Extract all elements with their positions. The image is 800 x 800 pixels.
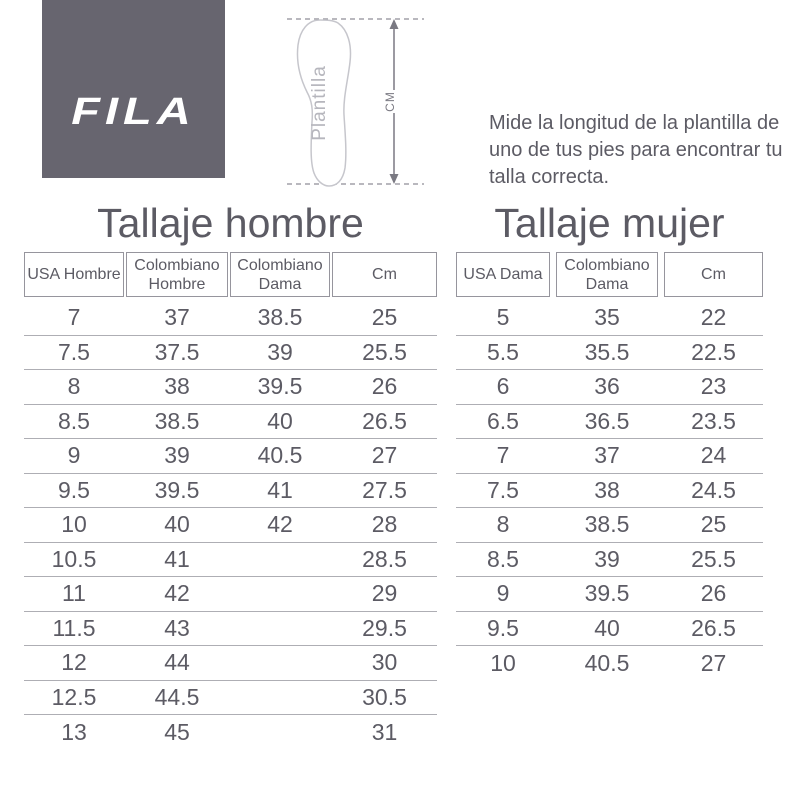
- table-cell: 39.5: [154, 476, 200, 503]
- men-table-title: Tallaje hombre: [97, 200, 364, 246]
- table-cell: 30: [371, 649, 398, 676]
- table-row: [456, 370, 763, 405]
- table-cell: 25: [700, 511, 727, 538]
- table-cell: 29: [371, 580, 398, 607]
- column-header: Colombiano Dama: [556, 252, 658, 297]
- column-header: USA Dama: [456, 252, 550, 297]
- arrow-head-up-icon: [390, 19, 399, 29]
- table-cell: 27.5: [362, 476, 407, 503]
- table-cell: 23: [700, 373, 727, 400]
- arrow-head-down-icon: [390, 174, 399, 184]
- table-cell: 42: [267, 511, 293, 538]
- table-cell: 5.5: [487, 338, 519, 365]
- table-cell: 22.5: [691, 338, 736, 365]
- insole-diagram-svg: [280, 0, 430, 200]
- table-cell: 26: [700, 580, 727, 607]
- table-row: [24, 508, 437, 543]
- table-cell: 37.5: [154, 338, 200, 365]
- table-cell: 39: [267, 338, 293, 365]
- table-cell: 26.5: [691, 614, 736, 641]
- table-cell: 40.5: [257, 442, 303, 469]
- table-cell: 31: [371, 718, 398, 745]
- table-row: [24, 715, 437, 750]
- table-cell: 39: [164, 442, 190, 469]
- table-cell: 37: [164, 304, 190, 331]
- table-cell: 45: [164, 718, 190, 745]
- table-cell: 23.5: [691, 407, 736, 434]
- table-row: [456, 405, 763, 440]
- table-cell: 38: [594, 476, 620, 503]
- table-cell: 6: [496, 373, 510, 400]
- table-cell: 9: [496, 580, 510, 607]
- table-cell: 39.5: [257, 373, 303, 400]
- table-cell: 22: [700, 304, 727, 331]
- table-cell: 29.5: [362, 614, 407, 641]
- table-row: [456, 577, 763, 612]
- women-size-table: [456, 252, 763, 681]
- table-cell: 26.5: [362, 407, 407, 434]
- table-cell: 35.5: [584, 338, 630, 365]
- table-cell: 10: [490, 649, 516, 676]
- table-cell: 25.5: [691, 545, 736, 572]
- table-cell: 43: [164, 614, 190, 641]
- men-size-table: [24, 252, 437, 750]
- table-row: [24, 612, 437, 647]
- table-row: [24, 681, 437, 716]
- table-cell: 39: [594, 545, 620, 572]
- insole-label: Plantilla: [309, 65, 330, 141]
- table-row: [456, 474, 763, 509]
- fila-logo: FILA: [71, 89, 196, 132]
- women-table-header-row: [456, 252, 763, 297]
- table-cell: 9.5: [58, 476, 90, 503]
- table-cell: 24.5: [691, 476, 736, 503]
- table-row: [456, 439, 763, 474]
- table-cell: 39.5: [584, 580, 630, 607]
- table-cell: 11.5: [52, 614, 96, 641]
- table-cell: 8: [67, 373, 81, 400]
- women-table-title: Tallaje mujer: [494, 200, 725, 246]
- table-cell: 44: [164, 649, 190, 676]
- table-cell: 40.5: [584, 649, 630, 676]
- table-cell: 7: [496, 442, 510, 469]
- table-row: [456, 301, 763, 336]
- table-row: [456, 646, 763, 681]
- table-cell: 28: [371, 511, 398, 538]
- table-cell: 8.5: [58, 407, 90, 434]
- table-cell: 42: [164, 580, 190, 607]
- table-cell: 41: [164, 545, 190, 572]
- table-row: [24, 336, 437, 371]
- table-row: [456, 543, 763, 578]
- measurement-instructions: Mide la longitud de la plantilla de uno de tus pies para encontrar tu talla correcta.: [489, 112, 783, 188]
- table-row: [24, 301, 437, 336]
- column-header: Cm: [664, 252, 763, 297]
- table-cell: 12.5: [51, 683, 97, 710]
- table-row: [24, 543, 437, 578]
- table-cell: 12: [61, 649, 87, 676]
- table-cell: 24: [700, 442, 727, 469]
- table-row: [24, 646, 437, 681]
- table-cell: 41: [267, 476, 293, 503]
- table-cell: 7.5: [58, 338, 90, 365]
- table-row: [456, 612, 763, 647]
- table-cell: 10.5: [51, 545, 97, 572]
- table-cell: 25.5: [362, 338, 407, 365]
- men-table-header-row: [24, 252, 437, 297]
- brand-box: [42, 0, 225, 178]
- table-row: [24, 405, 437, 440]
- table-cell: 11: [62, 580, 86, 607]
- table-row: [24, 577, 437, 612]
- table-cell: 44.5: [154, 683, 200, 710]
- women-table-body: [456, 301, 763, 681]
- table-cell: 7.5: [487, 476, 519, 503]
- table-cell: 38.5: [154, 407, 200, 434]
- table-cell: 10: [61, 511, 87, 538]
- table-row: [456, 336, 763, 371]
- table-row: [24, 439, 437, 474]
- table-cell: 8: [496, 511, 510, 538]
- table-cell: 5: [496, 304, 510, 331]
- table-cell: 6.5: [487, 407, 519, 434]
- table-cell: 27: [371, 442, 398, 469]
- table-cell: 25: [371, 304, 398, 331]
- table-cell: 38.5: [257, 304, 303, 331]
- table-cell: 40: [594, 614, 620, 641]
- column-header: Colombiano Hombre: [126, 252, 228, 297]
- table-cell: 36.5: [584, 407, 630, 434]
- table-cell: 13: [61, 718, 87, 745]
- table-cell: 27: [700, 649, 727, 676]
- table-cell: 30.5: [362, 683, 407, 710]
- table-cell: 9: [67, 442, 81, 469]
- men-table-body: [24, 301, 437, 750]
- table-cell: 36: [594, 373, 620, 400]
- column-header: Cm: [332, 252, 437, 297]
- table-cell: 9.5: [487, 614, 519, 641]
- table-cell: 26: [371, 373, 398, 400]
- table-cell: 35: [594, 304, 620, 331]
- table-cell: 28.5: [362, 545, 407, 572]
- table-cell: 8.5: [487, 545, 519, 572]
- table-row: [456, 508, 763, 543]
- column-header: Colombiano Dama: [230, 252, 330, 297]
- table-cell: 37: [594, 442, 620, 469]
- table-row: [24, 474, 437, 509]
- table-cell: 40: [164, 511, 190, 538]
- table-cell: 40: [267, 407, 293, 434]
- table-cell: 38: [164, 373, 190, 400]
- column-header: USA Hombre: [24, 252, 124, 297]
- cm-unit-label: CM: [383, 91, 397, 112]
- table-cell: 38.5: [584, 511, 630, 538]
- insole-diagram: [280, 0, 430, 200]
- table-row: [24, 370, 437, 405]
- table-cell: 7: [67, 304, 81, 331]
